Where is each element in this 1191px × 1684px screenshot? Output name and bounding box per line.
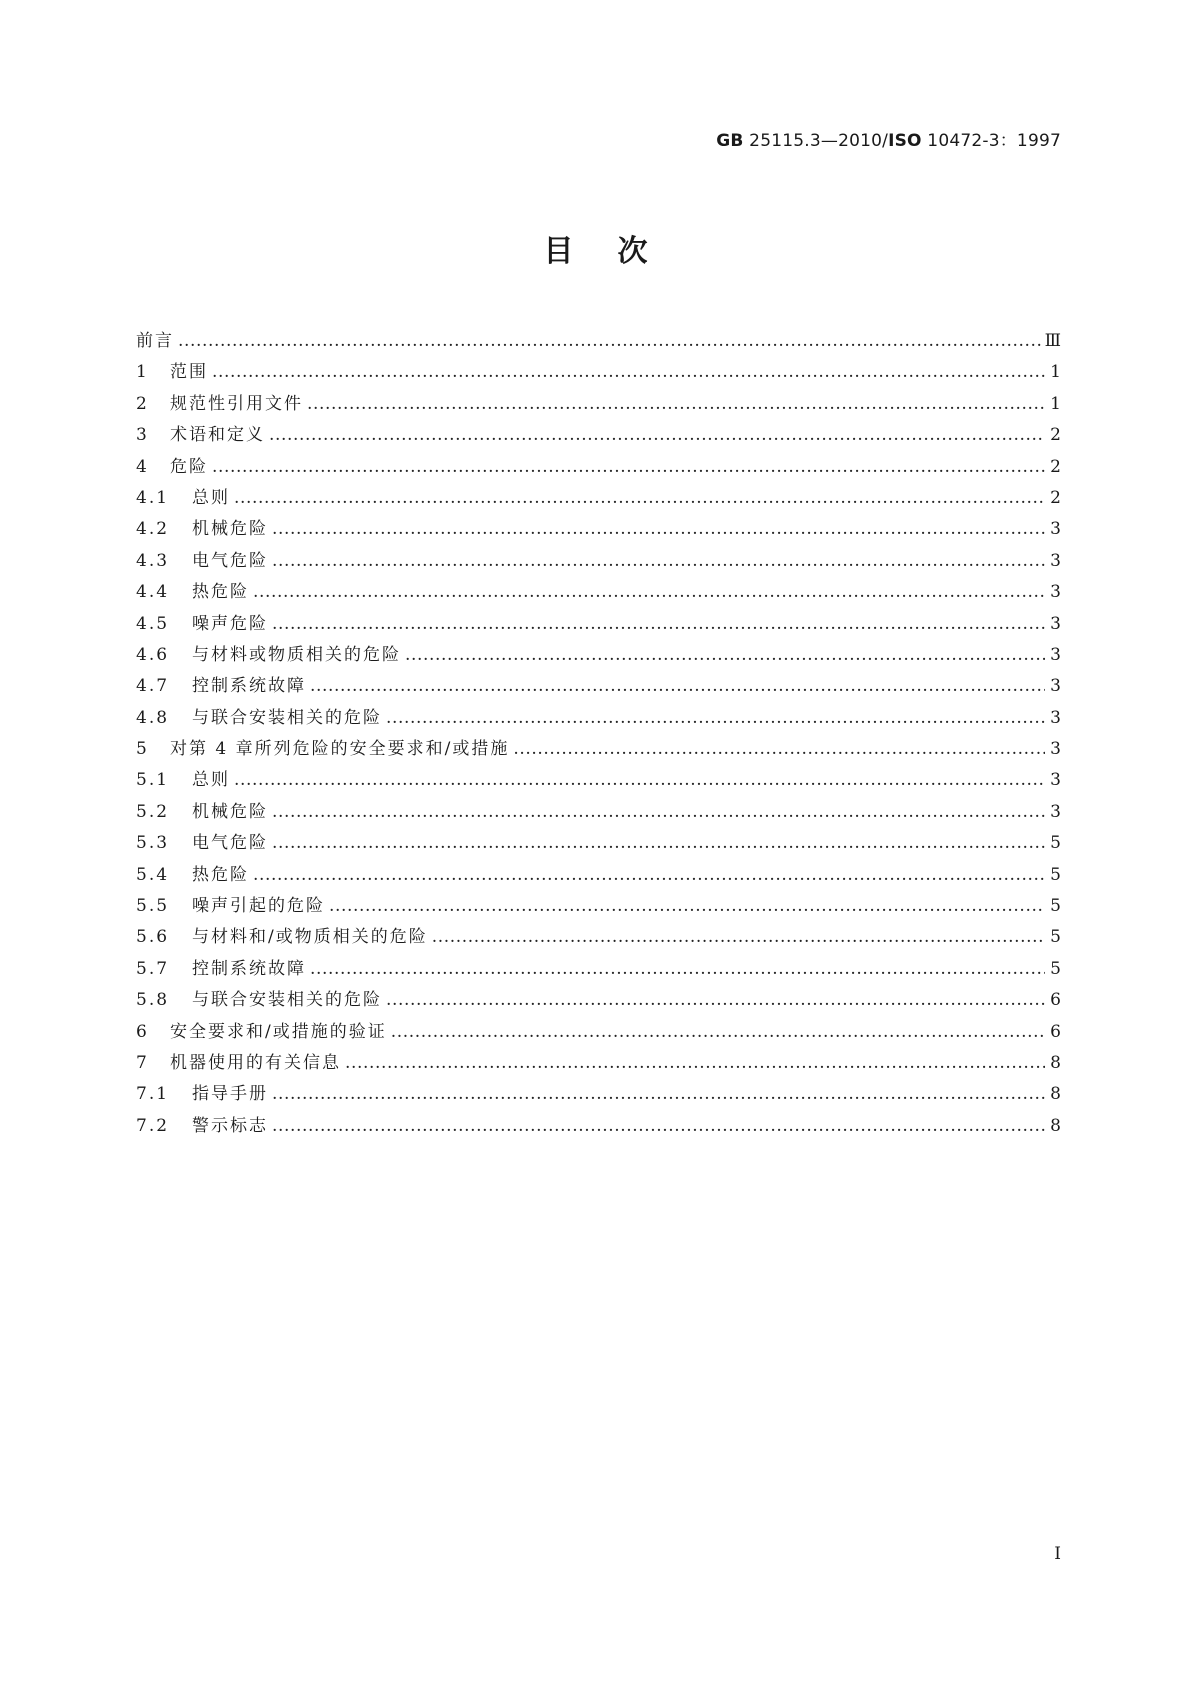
standard-number-header bbox=[716, 126, 1061, 151]
toc-entry-title: 总则 bbox=[192, 770, 230, 791]
toc-entry-number: 4.1 bbox=[136, 487, 170, 508]
toc-entry[interactable] bbox=[136, 1079, 1061, 1110]
toc-entry-title: 与材料和/或物质相关的危险 bbox=[192, 927, 428, 948]
toc-entry-page: 1 bbox=[1050, 393, 1061, 414]
toc-entry[interactable] bbox=[136, 452, 1061, 483]
toc-entry-page: 3 bbox=[1050, 801, 1061, 822]
toc-entry[interactable] bbox=[136, 1048, 1061, 1079]
toc-entry-number: 4.8 bbox=[136, 707, 170, 728]
page-number: Ⅰ bbox=[1054, 1544, 1061, 1564]
toc-entry-number: 7.1 bbox=[136, 1084, 170, 1105]
toc-entry[interactable] bbox=[136, 765, 1061, 796]
toc-leader-dots bbox=[386, 703, 1045, 734]
toc-entry-title: 机械危险 bbox=[192, 801, 268, 822]
toc-entry-number: 5 bbox=[136, 739, 149, 760]
toc-entry-title: 范围 bbox=[170, 362, 208, 383]
toc-leader-dots bbox=[405, 640, 1045, 671]
toc-leader-dots bbox=[345, 1048, 1045, 1079]
toc-entry-title: 机器使用的有关信息 bbox=[170, 1052, 341, 1073]
toc-entry-number: 5.5 bbox=[136, 896, 170, 917]
toc-entry[interactable] bbox=[136, 357, 1061, 388]
toc-leader-dots bbox=[234, 483, 1045, 514]
toc-entry-number: 5.3 bbox=[136, 833, 170, 854]
toc-leader-dots bbox=[432, 922, 1045, 953]
toc-entry-page: 1 bbox=[1050, 362, 1061, 383]
toc-entry[interactable] bbox=[136, 703, 1061, 734]
toc-entry-title: 规范性引用文件 bbox=[170, 393, 303, 414]
toc-entry-page: 3 bbox=[1050, 613, 1061, 634]
toc-entry[interactable] bbox=[136, 326, 1061, 357]
toc-entry-title: 控制系统故障 bbox=[192, 676, 306, 697]
toc-entry-page: 8 bbox=[1050, 1052, 1061, 1073]
toc-entry-number: 4.2 bbox=[136, 519, 170, 540]
toc-entry-number: 4 bbox=[136, 456, 149, 477]
table-of-contents bbox=[136, 326, 1061, 1142]
toc-leader-dots bbox=[272, 514, 1045, 545]
toc-entry-title: 与联合安装相关的危险 bbox=[192, 707, 382, 728]
toc-leader-dots bbox=[391, 1017, 1045, 1048]
toc-entry-title: 与材料或物质相关的危险 bbox=[192, 644, 401, 665]
toc-entry-number: 4.3 bbox=[136, 550, 170, 571]
toc-entry[interactable] bbox=[136, 483, 1061, 514]
toc-entry-title: 对第 4 章所列危险的安全要求和/或措施 bbox=[170, 739, 510, 760]
toc-entry[interactable] bbox=[136, 860, 1061, 891]
toc-leader-dots bbox=[272, 797, 1045, 828]
toc-entry[interactable] bbox=[136, 609, 1061, 640]
toc-entry-title: 热危险 bbox=[192, 582, 249, 603]
toc-leader-dots bbox=[178, 326, 1041, 357]
toc-entry-number: 4.5 bbox=[136, 613, 170, 634]
toc-entry-page: 3 bbox=[1050, 676, 1061, 697]
toc-entry-page: 3 bbox=[1050, 582, 1061, 603]
toc-leader-dots bbox=[272, 546, 1045, 577]
toc-leader-dots bbox=[269, 420, 1045, 451]
toc-entry[interactable] bbox=[136, 891, 1061, 922]
toc-entry-page: 6 bbox=[1050, 990, 1061, 1011]
toc-entry-number: 3 bbox=[136, 425, 149, 446]
toc-entry-page: 3 bbox=[1050, 519, 1061, 540]
toc-entry[interactable] bbox=[136, 389, 1061, 420]
toc-entry-title: 噪声引起的危险 bbox=[192, 896, 325, 917]
toc-entry-title: 指导手册 bbox=[192, 1084, 268, 1105]
toc-entry-page: 3 bbox=[1050, 739, 1061, 760]
toc-entry-page: 2 bbox=[1050, 425, 1061, 446]
toc-entry-title: 与联合安装相关的危险 bbox=[192, 990, 382, 1011]
toc-entry-title: 危险 bbox=[170, 456, 208, 477]
toc-leader-dots bbox=[329, 891, 1045, 922]
toc-entry-number: 5.2 bbox=[136, 801, 170, 822]
toc-entry[interactable] bbox=[136, 985, 1061, 1016]
toc-entry-number: 7 bbox=[136, 1052, 149, 1073]
toc-entry-page: 8 bbox=[1050, 1084, 1061, 1105]
toc-entry[interactable] bbox=[136, 797, 1061, 828]
toc-entry-title: 前言 bbox=[136, 331, 174, 351]
toc-entry[interactable] bbox=[136, 1111, 1061, 1142]
toc-entry-title: 警示标志 bbox=[192, 1115, 268, 1136]
toc-entry-number: 5.7 bbox=[136, 958, 170, 979]
toc-entry[interactable] bbox=[136, 671, 1061, 702]
toc-entry-page: 3 bbox=[1050, 550, 1061, 571]
std1-number: 25115.3—2010/ bbox=[749, 131, 889, 151]
toc-entry-number: 5.8 bbox=[136, 990, 170, 1011]
toc-entry[interactable] bbox=[136, 577, 1061, 608]
page-title: 目次 bbox=[543, 234, 692, 269]
toc-entry[interactable] bbox=[136, 640, 1061, 671]
toc-entry[interactable] bbox=[136, 828, 1061, 859]
toc-entry-title: 电气危险 bbox=[192, 550, 268, 571]
toc-entry-title: 热危险 bbox=[192, 864, 249, 885]
toc-entry-number: 5.4 bbox=[136, 864, 170, 885]
toc-leader-dots bbox=[272, 828, 1045, 859]
toc-leader-dots bbox=[212, 357, 1045, 388]
toc-entry-title: 机械危险 bbox=[192, 519, 268, 540]
toc-entry-page: 5 bbox=[1050, 927, 1061, 948]
toc-entry-title: 噪声危险 bbox=[192, 613, 268, 634]
toc-entry-number: 4.6 bbox=[136, 644, 170, 665]
std2-prefix: ISO bbox=[888, 131, 922, 151]
toc-entry-page: 3 bbox=[1050, 707, 1061, 728]
toc-entry-title: 电气危险 bbox=[192, 833, 268, 854]
toc-leader-dots bbox=[310, 954, 1045, 985]
toc-leader-dots bbox=[310, 671, 1045, 702]
toc-leader-dots bbox=[212, 452, 1045, 483]
toc-entry-number: 6 bbox=[136, 1021, 149, 1042]
toc-entry-page: 3 bbox=[1050, 770, 1061, 791]
toc-entry[interactable] bbox=[136, 954, 1061, 985]
toc-entry-number: 5.6 bbox=[136, 927, 170, 948]
std1-prefix: GB bbox=[716, 131, 744, 151]
toc-entry-page: 5 bbox=[1050, 896, 1061, 917]
toc-leader-dots bbox=[253, 860, 1045, 891]
toc-entry-page: 8 bbox=[1050, 1115, 1061, 1136]
toc-entry-page: 2 bbox=[1050, 456, 1061, 477]
std2-number: 10472-3：1997 bbox=[927, 131, 1061, 151]
toc-entry-title: 控制系统故障 bbox=[192, 958, 306, 979]
toc-leader-dots bbox=[253, 577, 1045, 608]
toc-entry-title: 术语和定义 bbox=[170, 425, 265, 446]
toc-entry[interactable] bbox=[136, 546, 1061, 577]
toc-entry-page: 6 bbox=[1050, 1021, 1061, 1042]
toc-entry-number: 7.2 bbox=[136, 1115, 170, 1136]
toc-entry[interactable] bbox=[136, 922, 1061, 953]
toc-entry-number: 1 bbox=[136, 362, 149, 383]
toc-entry-number: 2 bbox=[136, 393, 149, 414]
toc-entry-number: 4.7 bbox=[136, 676, 170, 697]
toc-entry[interactable] bbox=[136, 514, 1061, 545]
toc-entry-number: 4.4 bbox=[136, 582, 170, 603]
toc-entry-page: 3 bbox=[1050, 644, 1061, 665]
toc-leader-dots bbox=[513, 734, 1045, 765]
toc-entry-page: 2 bbox=[1050, 487, 1061, 508]
toc-entry[interactable] bbox=[136, 734, 1061, 765]
toc-leader-dots bbox=[386, 985, 1045, 1016]
toc-entry-page: 5 bbox=[1050, 833, 1061, 854]
toc-entry-title: 安全要求和/或措施的验证 bbox=[170, 1021, 387, 1042]
toc-leader-dots bbox=[272, 1111, 1045, 1142]
toc-entry[interactable] bbox=[136, 420, 1061, 451]
toc-leader-dots bbox=[307, 389, 1045, 420]
toc-entry-page: 5 bbox=[1050, 864, 1061, 885]
toc-entry-title: 总则 bbox=[192, 487, 230, 508]
toc-leader-dots bbox=[234, 765, 1045, 796]
toc-entry-number: 5.1 bbox=[136, 770, 170, 791]
toc-leader-dots bbox=[272, 609, 1045, 640]
toc-entry-page: 5 bbox=[1050, 958, 1061, 979]
toc-entry[interactable] bbox=[136, 1017, 1061, 1048]
toc-entry-page: Ⅲ bbox=[1044, 331, 1061, 351]
toc-leader-dots bbox=[272, 1079, 1045, 1110]
